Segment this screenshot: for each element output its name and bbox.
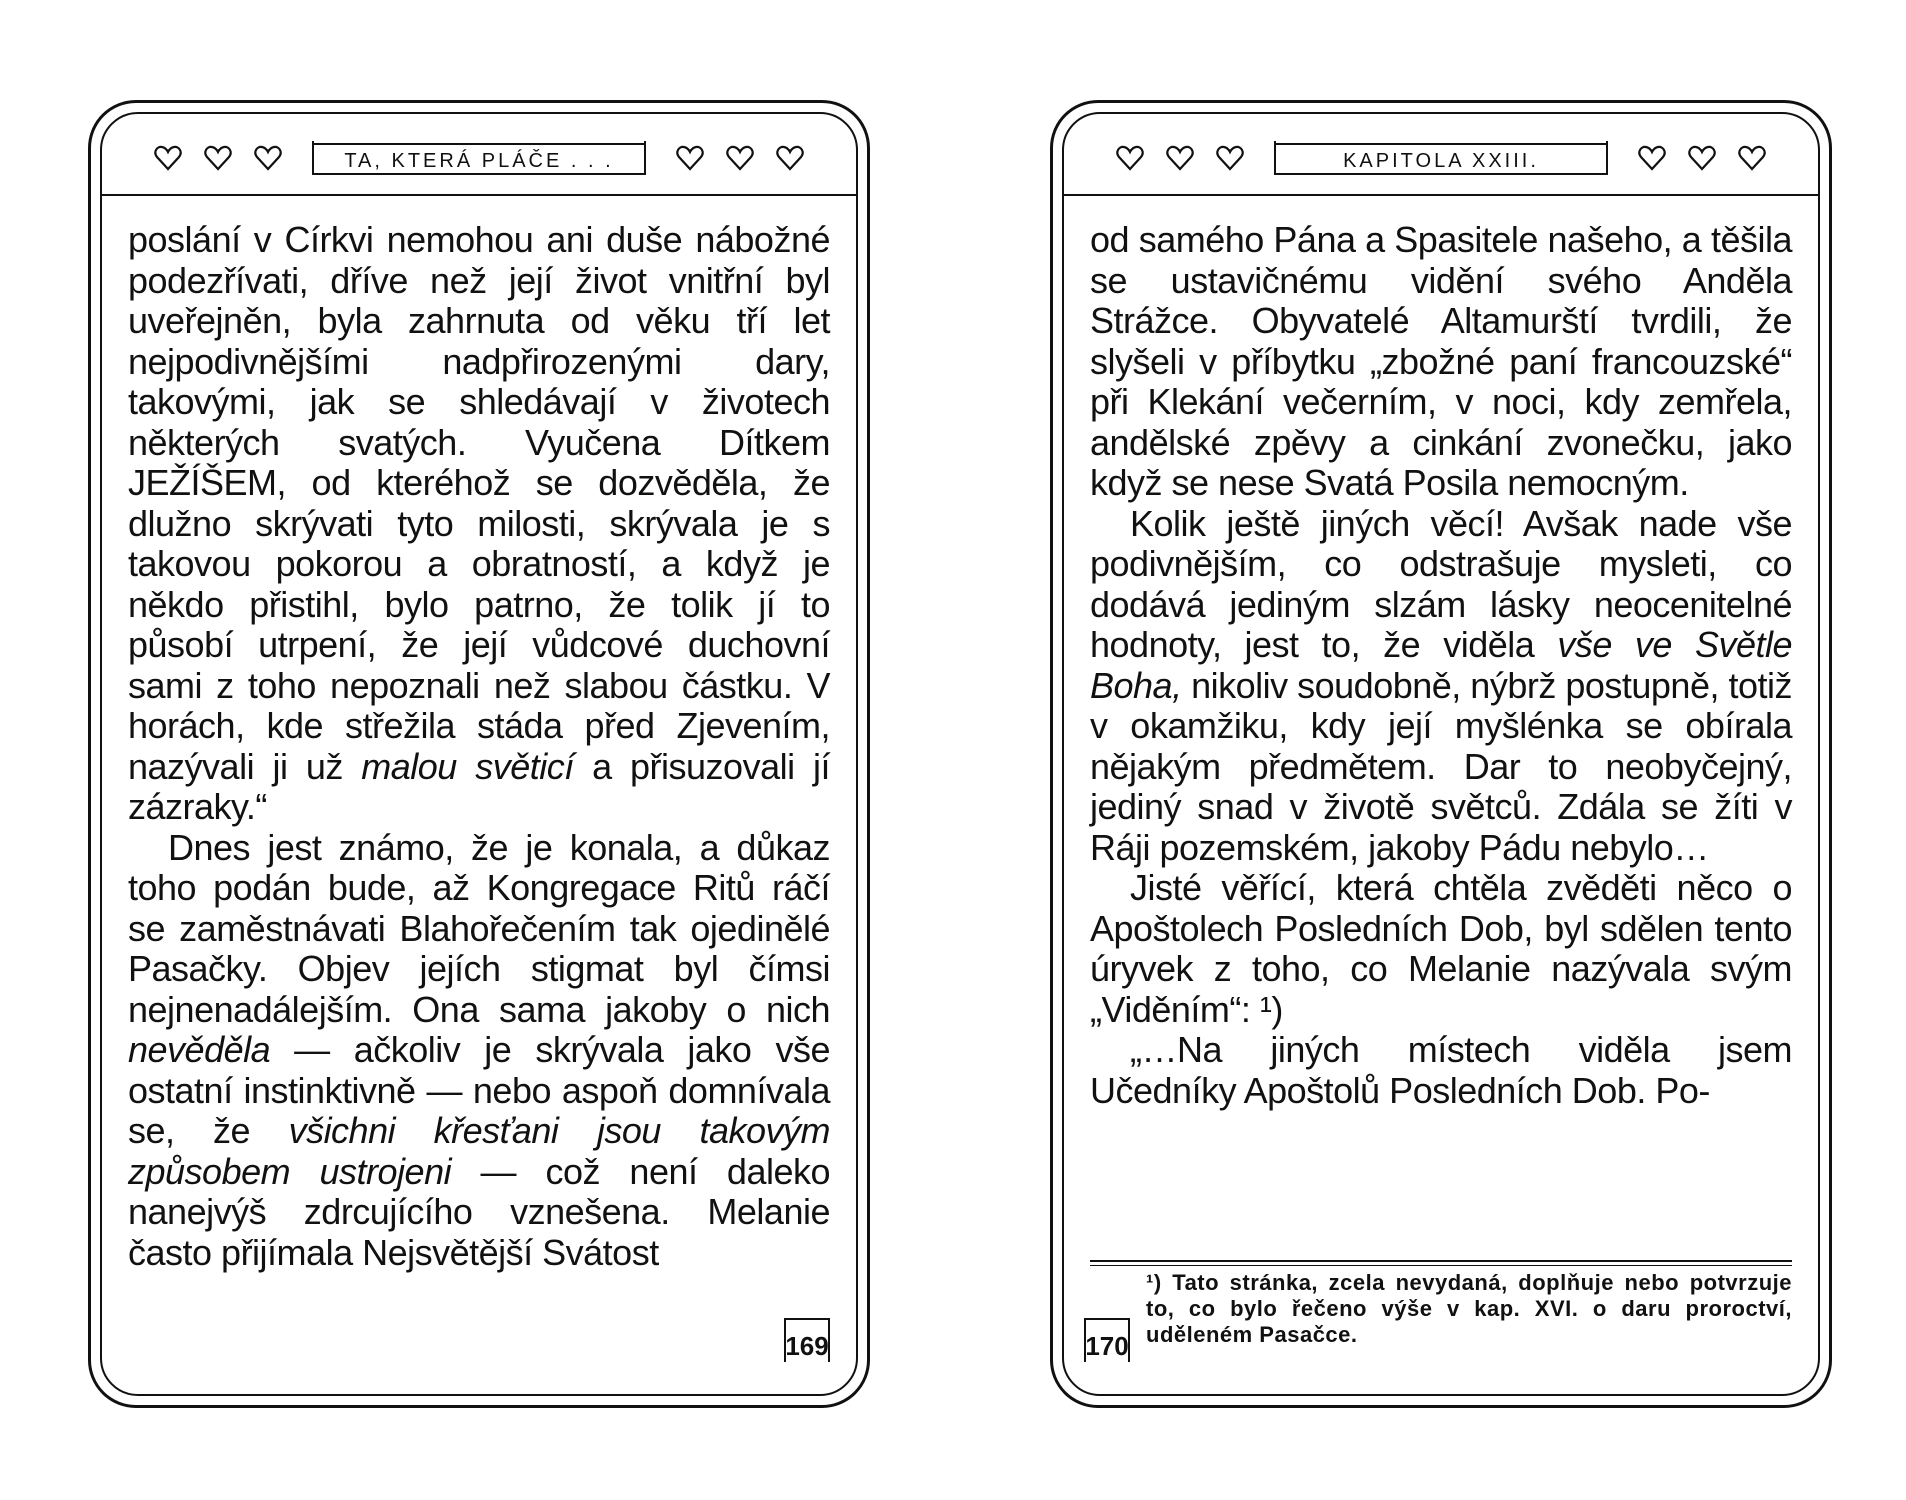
page-number: 169 (784, 1318, 830, 1362)
running-title-box (312, 141, 646, 175)
footnote-rule (1090, 1260, 1792, 1262)
body-text (1090, 220, 1792, 1111)
paragraph: Dnes jest známo, že je konala, a důkaz toho podán bude, až Kongregace Ritů ráčí se zaměstnávati Blahořečením tak ojedinělé Pasačky. Objev jejích stigmat byl čímsi nejnenadálejším. Ona sama jakoby o nich nevěděla — ačkoliv je skrývala jako vše ostatní instinktivně — nebo aspoň domnívala se, že všichni křesťani jsou takovým způsobem ustrojeni — což není daleko nanejvýš zdrcujícího vznešena. Melanie často přijímala Nejsvětější Svátost (128, 826, 831, 1273)
heart-ornament-group (1638, 145, 1766, 171)
heart-icon (1116, 145, 1144, 171)
heart-icon (204, 145, 232, 171)
heart-ornament-group (676, 145, 804, 171)
heart-icon (1216, 145, 1244, 171)
header-rule (100, 194, 858, 196)
heart-icon (776, 145, 804, 171)
body-text (128, 220, 830, 1273)
running-header (1062, 120, 1820, 196)
header-rule (1062, 194, 1820, 196)
heart-icon (1738, 145, 1766, 171)
heart-icon (676, 145, 704, 171)
running-title: TA, KTERÁ PLÁČE . . . (344, 150, 614, 172)
footnote: ¹) Tato stránka, zcela nevydaná, doplňuje nebo potvrzuje to, co bylo řečeno výše v kap. XVI. o daru proroctví, uděleném Pasačce. (1146, 1270, 1792, 1347)
running-title: KAPITOLA XXIII. (1343, 150, 1539, 172)
left-page (88, 100, 870, 1408)
heart-ornament-group (1116, 145, 1244, 171)
heart-icon (726, 145, 754, 171)
page-number: 170 (1084, 1318, 1130, 1362)
heart-icon (154, 145, 182, 171)
heart-icon (254, 145, 282, 171)
heart-icon (1638, 145, 1666, 171)
running-header (100, 120, 858, 196)
running-title-box (1274, 141, 1608, 175)
footnote-rule (1090, 1265, 1792, 1266)
paragraph: Jisté věřící, která chtěla zvěděti něco o Apoštolech Posledních Dob, byl sdělen tento úryvek z toho, co Melanie nazývala svým „Viděním“: ¹) (1090, 867, 1792, 1030)
paragraph: od samého Pána a Spasitele našeho, a těšila se ustavičnému vidění svého Anděla Strážce. Obyvatelé Altamurští tvrdili, že slyšeli v příbytku „zbožné paní francouzské“ při Klekání večerním, v noci, kdy zemřela, andělské zpěvy a cinkání zvonečku, jako když se nese Svatá Posila nemocným. (1090, 219, 1792, 503)
heart-icon (1688, 145, 1716, 171)
paragraph: Kolik ještě jiných věcí! Avšak nade vše podivnějším, co odstrašuje mysleti, co dodává jediným slzám lásky neocenitelné hodnoty, jest to, že viděla vše ve Světle Boha, nikoliv soudobně, nýbrž postupně, totiž v okamžiku, kdy její myšlénka se obírala nějakým předmětem. Dar to neobyčejný, jediný snad v životě světců. Zdála se žíti v Ráji pozemském, jakoby Pádu nebylo… (1090, 502, 1793, 868)
paragraph: „…Na jiných místech viděla jsem Učedníky Apoštolů Posledních Dob. Po- (1090, 1029, 1792, 1111)
heart-ornament-group (154, 145, 282, 171)
paragraph: poslání v Církvi nemohou ani duše nábožné podezřívati, dříve než její život vnitřní byl uveřejněn, byla zahrnuta od věku tří let nejpodivnějšími nadpřirozenými dary, takovými, jak se shledávají v životech některých svatých. Vyučena Dítkem JEŽÍŠEM, od kteréhož se dozvěděla, že dlužno skrývati tyto milosti, skrývala je s takovou pokorou a obratností, a když je někdo přistihl, bylo patrno, že tolik jí to působí utrpení, že její vůdcové duchovní sami z toho nepoznali než slabou částku. V horách, kde střežila stáda před Zjevením, nazývali ji už malou světicí a přisuzovali jí zázraky.“ (128, 219, 830, 827)
right-page (1050, 100, 1832, 1408)
heart-icon (1166, 145, 1194, 171)
